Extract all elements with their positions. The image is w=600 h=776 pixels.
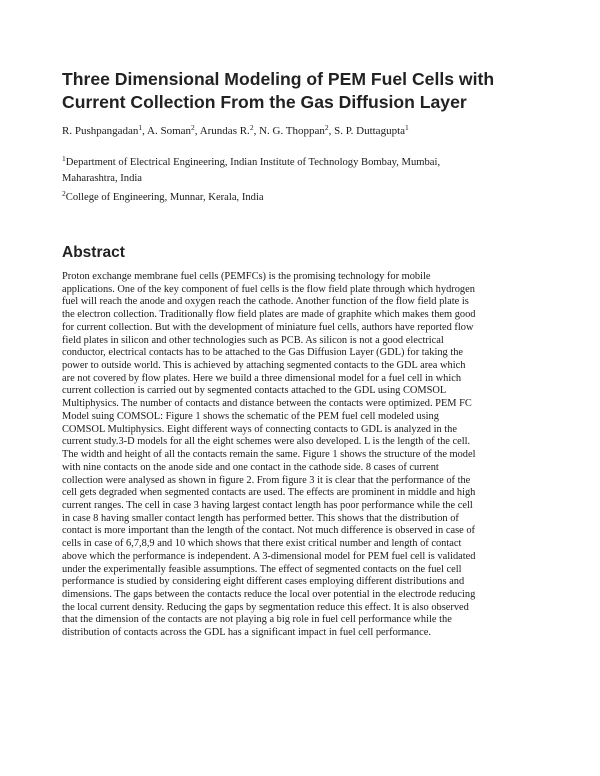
affiliation-text: Department of Electrical Engineering, Indian Institute of Technology Bombay, Mumbai, [65,157,441,168]
abstract-line: that the dimension of the contacts are not playing a big role in fuel cell performance while the [62,614,452,626]
abstract-line: collection were analysed as shown in figure 2. From figure 3 it is clear that the performance of the [62,474,471,486]
abstract-line: fuel will reach the anode and oxygen reach the cathode. Another function of the flow field plate is [62,296,469,308]
abstract-line: the local current density. Reducing the gaps by segmentation reduce this effect. It is also observed [62,601,469,613]
abstract-line: power to outside world. This is achieved by attaching segmented contacts to the GDL area which [62,360,466,372]
affiliation-text: College of Engineering, Munnar, Kerala, India [65,192,264,203]
author-affiliation-mark: 1 [138,123,143,132]
abstract-line: field plates in silicon and other technologies such as PCB. As silicon is not a good electrical [62,334,444,346]
abstract-line: The width and height of all the contacts remain the same. Figure 1 shows the structure of the model [62,449,476,461]
abstract-line: cells in case of 6,7,8,9 and 10 which shows that there exist critical number and length of contact [62,538,462,550]
affiliation-line: Maharashtra, India [62,172,143,184]
author-name: S. P. Duttagupta [334,125,406,137]
abstract-line: Model suing COMSOL: Figure 1 shows the schematic of the PEM fuel cell modeled using [62,410,439,422]
author-name: A. Soman [147,125,192,137]
affiliation-1 [62,155,542,186]
abstract-line: Proton exchange membrane fuel cells (PEMFCs) is the promising technology for mobile [62,271,431,282]
abstract-line: in case 8 having smaller contact length has performed better. This shows that the distribution of [62,512,459,524]
author-name: N. G. Thoppan [259,125,325,137]
author-list: R. Pushpangadan$^1$, A. Soman$^2$, Arundas R.$^2$, N. G. Thoppan$^2$, S. P. Duttagupta$^1$ [62,123,409,137]
abstract-line: the electron collection. Traditionally flow field plates are made of graphite which makes them good [62,309,476,321]
abstract-line: current collection is carried out by segmented contacts attached to the GDL using COMSOL [62,385,447,397]
abstract-line: dimensions. The gaps between the contacts reduce the local over potential in the electrode reducing [62,588,476,600]
affiliation-2 [62,190,542,206]
abstract-line: under the experimentally feasible assumptions. The effect of segmented contacts on the fuel cell [62,563,462,575]
author-name: Arundas R. [199,125,250,137]
abstract-line: applications. One of the key component of fuel cells is the flow field plate through which hydrogen [62,283,475,295]
affiliation-mark: 1 [62,154,66,163]
abstract-line: contact is more important than the length of the contact. Not much difference is observed in case of [62,525,475,537]
title-line: Current Collection From the Gas Diffusion Layer [62,91,467,112]
author-affiliation-mark: 2 [191,123,195,132]
abstract-heading: Abstract [62,244,125,261]
affiliation-line [62,155,542,171]
author-affiliation-mark: 2 [324,123,329,132]
abstract-line: performance is studied by considering eight different cases employing different distributions and [62,576,465,588]
affiliation-line [62,190,542,206]
author-affiliation-mark: 1 [405,123,409,132]
abstract-line: conductor, electrical contacts has to be attached to the Gas Diffusion Layer (GDL) for taking the [62,347,464,359]
abstract-line: above which the performance is independent. A 3-dimensional model for PEM fuel cell is validated [62,550,476,562]
abstract-line: distribution of contacts across the GDL has a significant impact in fuel cell performance. [62,627,431,639]
author-affiliation-mark: 2 [249,123,254,132]
abstract-line: cell gets degraded when segmented contacts are used. The effects are prominent in middle and high [62,487,476,499]
title-line: Three Dimensional Modeling of PEM Fuel Cells with [62,69,495,89]
author-name: R. Pushpangadan [62,125,139,137]
abstract-line: current ranges. The cell in case 3 having largest contact length has poor performance while the cell [62,499,473,511]
paper-title [62,68,542,113]
abstract-line: Multiphysics. The number of contacts and distance between the contacts were optimized. PEM FC [62,398,472,410]
abstract-line: with nine contacts on the anode side and one contact in the cathode side. 8 cases of current [62,461,439,473]
affiliation-mark: 2 [62,189,66,198]
abstract-line: for current collection. But with the development of miniature fuel cells, authors have reported flow [62,321,474,333]
abstract-line: are not covered by flow plates. Here we build a three dimensional model for a fuel cell in which [62,372,462,384]
abstract-body [62,271,546,640]
abstract-line: COMSOL Multiphysics. Eight different ways of connecting contacts to GDL is analyzed in the [62,423,457,435]
abstract-line: current study.3-D models for all the eight schemes were also developed. L is the length of the cell. [62,436,471,448]
